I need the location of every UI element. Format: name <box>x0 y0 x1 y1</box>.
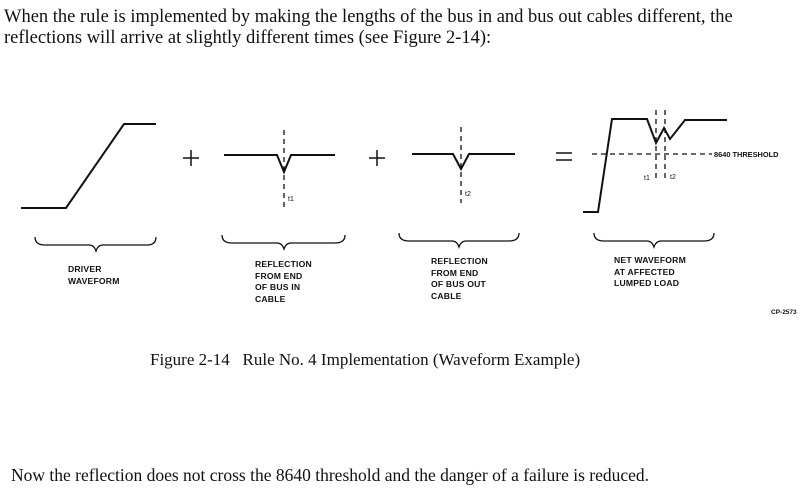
label-net-waveform: NET WAVEFORM AT AFFECTED LUMPED LOAD <box>614 255 686 288</box>
brace-driver <box>35 237 156 251</box>
label-driver-waveform: DRIVER WAVEFORM <box>68 264 120 286</box>
reflection-bus-in-waveform <box>224 155 335 172</box>
reflection-bus-out-waveform <box>412 154 515 169</box>
t2-label-bus-out: t2 <box>465 191 471 198</box>
figure-caption: Figure 2-14 Rule No. 4 Implementation (Waveform Example) <box>150 350 581 369</box>
t1-label-bus-in: t1 <box>288 196 294 203</box>
figure-code: CP-2573 <box>771 309 797 316</box>
brace-net <box>594 233 714 247</box>
conclusion-paragraph: Now the reflection does not cross the 8640 threshold and the danger of a failure is reduced. <box>11 465 650 485</box>
t1-label-net: t1 <box>644 175 650 182</box>
driver-waveform <box>21 124 156 208</box>
t2-label-net: t2 <box>670 174 676 181</box>
net-waveform <box>583 119 727 212</box>
brace-bus-out <box>399 233 519 247</box>
intro-paragraph: When the rule is implemented by making the lengths of the bus in and bus out cables different, the reflections will arrive at slightly different times (see Figure 2-14): <box>4 7 733 48</box>
label-reflection-bus-out: REFLECTION FROM END OF BUS OUT CABLE <box>431 256 488 301</box>
brace-bus-in <box>222 235 345 249</box>
threshold-label: 8640 THRESHOLD <box>714 150 779 159</box>
label-reflection-bus-in: REFLECTION FROM END OF BUS IN CABLE <box>255 259 312 304</box>
